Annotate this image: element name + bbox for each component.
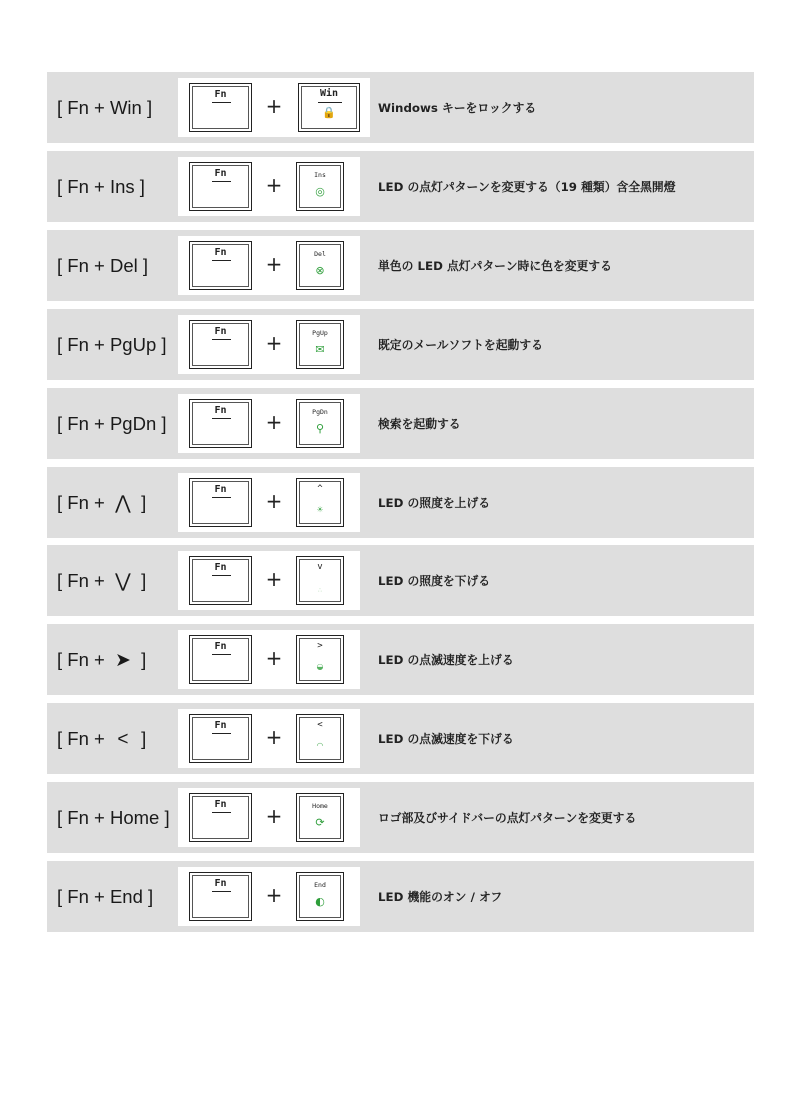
fn-key xyxy=(189,241,252,290)
plus-sign: + xyxy=(265,94,283,118)
plus-sign: + xyxy=(265,173,283,197)
shortcut-description: LED の点滅速度を下げる xyxy=(378,732,514,746)
plus-sign: + xyxy=(265,331,283,355)
shortcut-combo xyxy=(57,467,146,538)
speed-up-icon: ◒ xyxy=(316,662,324,671)
combo-text: [ Fn + PgDn ] xyxy=(57,413,167,434)
plus-sign: + xyxy=(265,410,283,434)
fn-key xyxy=(189,556,252,605)
combo-text: [ Fn + PgUp ] xyxy=(57,334,167,355)
plus-sign: + xyxy=(265,725,283,749)
fn-underline xyxy=(212,260,231,261)
shortcut-combo xyxy=(57,624,146,695)
shortcut-description: 単色の LED 点灯パターン時に色を変更する xyxy=(378,259,612,273)
function-key-label: PgUp xyxy=(312,329,328,337)
fn-underline xyxy=(212,181,231,182)
brightness-down-icon: ∴ xyxy=(318,587,322,594)
fn-underline xyxy=(212,497,231,498)
fn-key xyxy=(189,793,252,842)
fn-key xyxy=(189,635,252,684)
combo-arrow: ⋀ xyxy=(115,493,131,514)
fn-key xyxy=(189,714,252,763)
shortcut-row xyxy=(47,72,754,143)
search-icon: ⚲ xyxy=(315,422,325,435)
shortcut-description: 既定のメールソフトを起動する xyxy=(378,338,543,352)
fn-key xyxy=(189,478,252,527)
shortcut-row xyxy=(47,624,754,695)
color-icon: ⊗ xyxy=(315,264,325,277)
plus-sign: + xyxy=(265,252,283,276)
shortcut-row xyxy=(47,309,754,380)
mail-icon: ✉ xyxy=(315,343,325,356)
fn-key xyxy=(189,320,252,369)
shortcut-combo xyxy=(57,72,152,143)
shortcut-combo xyxy=(57,703,146,774)
key-illustration xyxy=(178,709,360,768)
shortcut-combo xyxy=(57,861,153,932)
function-key xyxy=(296,556,344,605)
shortcut-description: Windows キーをロックする xyxy=(378,101,537,115)
combo-close: ] xyxy=(135,492,147,513)
combo-text: [ Fn + End ] xyxy=(57,886,154,907)
fn-key-label: Fn xyxy=(214,799,227,810)
combo-close: ] xyxy=(135,649,147,670)
key-illustration xyxy=(178,473,360,532)
combo-text: [ Fn + xyxy=(57,570,110,591)
function-key xyxy=(296,162,344,211)
shortcut-combo xyxy=(57,151,145,222)
fn-key-label: Fn xyxy=(214,405,227,416)
shortcut-combo xyxy=(57,782,170,853)
combo-close: ] xyxy=(135,728,147,749)
function-key xyxy=(296,635,344,684)
combo-text: [ Fn + Ins ] xyxy=(57,176,145,197)
combo-text: [ Fn + xyxy=(57,728,110,749)
combo-text: [ Fn + Win ] xyxy=(57,97,153,118)
fn-underline xyxy=(212,102,231,103)
plus-sign: + xyxy=(265,489,283,513)
function-key xyxy=(296,320,344,369)
fn-key-label: Fn xyxy=(214,562,227,573)
shortcut-description: LED 機能のオン / オフ xyxy=(378,890,503,904)
shortcut-description: LED の照度を下げる xyxy=(378,574,491,588)
function-key-label: Del xyxy=(314,250,326,258)
function-key xyxy=(298,83,360,132)
function-key-label: End xyxy=(314,881,326,889)
function-key-label: < xyxy=(317,720,323,730)
plus-sign: + xyxy=(265,804,283,828)
function-key-label: v xyxy=(317,562,323,572)
fn-underline xyxy=(212,575,231,576)
fn-underline xyxy=(212,654,231,655)
function-key xyxy=(296,241,344,290)
function-key-label: Ins xyxy=(314,171,326,179)
function-key xyxy=(296,399,344,448)
shortcut-combo xyxy=(57,388,167,459)
fn-key-label: Fn xyxy=(214,89,227,100)
fn-key-label: Fn xyxy=(214,247,227,258)
shortcut-description: LED の点滅速度を上げる xyxy=(378,653,514,667)
plus-sign: + xyxy=(265,883,283,907)
cycle-icon: ⟳ xyxy=(315,816,325,829)
combo-close: ] xyxy=(135,570,147,591)
pattern-icon: ◎ xyxy=(315,185,325,198)
function-key-label: ^ xyxy=(317,484,323,494)
shortcut-description: ロゴ部及びサイドバーの点灯パターンを変更する xyxy=(378,811,637,825)
fn-underline xyxy=(212,418,231,419)
fn-underline xyxy=(212,812,231,813)
function-key xyxy=(296,793,344,842)
combo-text: [ Fn + Home ] xyxy=(57,807,170,828)
key-illustration xyxy=(178,236,360,295)
shortcut-description: LED の照度を上げる xyxy=(378,496,491,510)
fn-underline xyxy=(212,891,231,892)
shortcut-row xyxy=(47,545,754,616)
shortcut-description: 検索を起動する xyxy=(378,417,461,431)
fn-key xyxy=(189,162,252,211)
key-illustration xyxy=(178,315,360,374)
combo-text: [ Fn + xyxy=(57,649,110,670)
fn-key-label: Fn xyxy=(214,878,227,889)
shortcut-row xyxy=(47,230,754,301)
function-key-label: Home xyxy=(312,802,328,810)
function-key xyxy=(296,872,344,921)
fn-key-label: Fn xyxy=(214,326,227,337)
combo-arrow: ⋁ xyxy=(115,571,131,592)
key-illustration xyxy=(178,630,360,689)
shortcut-row xyxy=(47,861,754,932)
shortcut-combo xyxy=(57,545,146,616)
key-illustration xyxy=(178,157,360,216)
fn-underline xyxy=(212,733,231,734)
fn-key xyxy=(189,83,252,132)
shortcut-row xyxy=(47,703,754,774)
shortcut-combo xyxy=(57,309,167,380)
combo-text: [ Fn + Del ] xyxy=(57,255,148,276)
fn-underline xyxy=(212,339,231,340)
function-key xyxy=(296,714,344,763)
key-illustration xyxy=(178,867,360,926)
key-illustration xyxy=(178,788,360,847)
shortcut-row xyxy=(47,151,754,222)
shortcut-row xyxy=(47,388,754,459)
win-underline xyxy=(318,102,342,103)
function-key-label: PgDn xyxy=(312,408,328,416)
combo-text: [ Fn + xyxy=(57,492,110,513)
toggle-icon: ◐ xyxy=(315,895,325,908)
plus-sign: + xyxy=(265,567,283,591)
shortcut-row xyxy=(47,467,754,538)
fn-key-label: Fn xyxy=(214,168,227,179)
fn-key-label: Fn xyxy=(214,484,227,495)
speed-down-icon: ◠ xyxy=(316,741,324,750)
brightness-up-icon: ☀ xyxy=(316,505,324,514)
plus-sign: + xyxy=(265,646,283,670)
combo-arrow: ➤ xyxy=(114,650,131,671)
shortcut-description: LED の点灯パターンを変更する（19 種類）含全黑開燈 xyxy=(378,180,676,194)
key-illustration xyxy=(178,78,370,137)
fn-key xyxy=(189,399,252,448)
fn-key-label: Fn xyxy=(214,641,227,652)
function-key-label: > xyxy=(317,641,323,651)
fn-key xyxy=(189,872,252,921)
function-key xyxy=(296,478,344,527)
combo-arrow: < xyxy=(117,729,129,750)
shortcut-row xyxy=(47,782,754,853)
key-illustration xyxy=(178,394,360,453)
fn-key-label: Fn xyxy=(214,720,227,731)
shortcut-combo xyxy=(57,230,148,301)
function-key-label: Win xyxy=(319,88,339,99)
lock-icon: 🔒 xyxy=(322,106,336,119)
key-illustration xyxy=(178,551,360,610)
